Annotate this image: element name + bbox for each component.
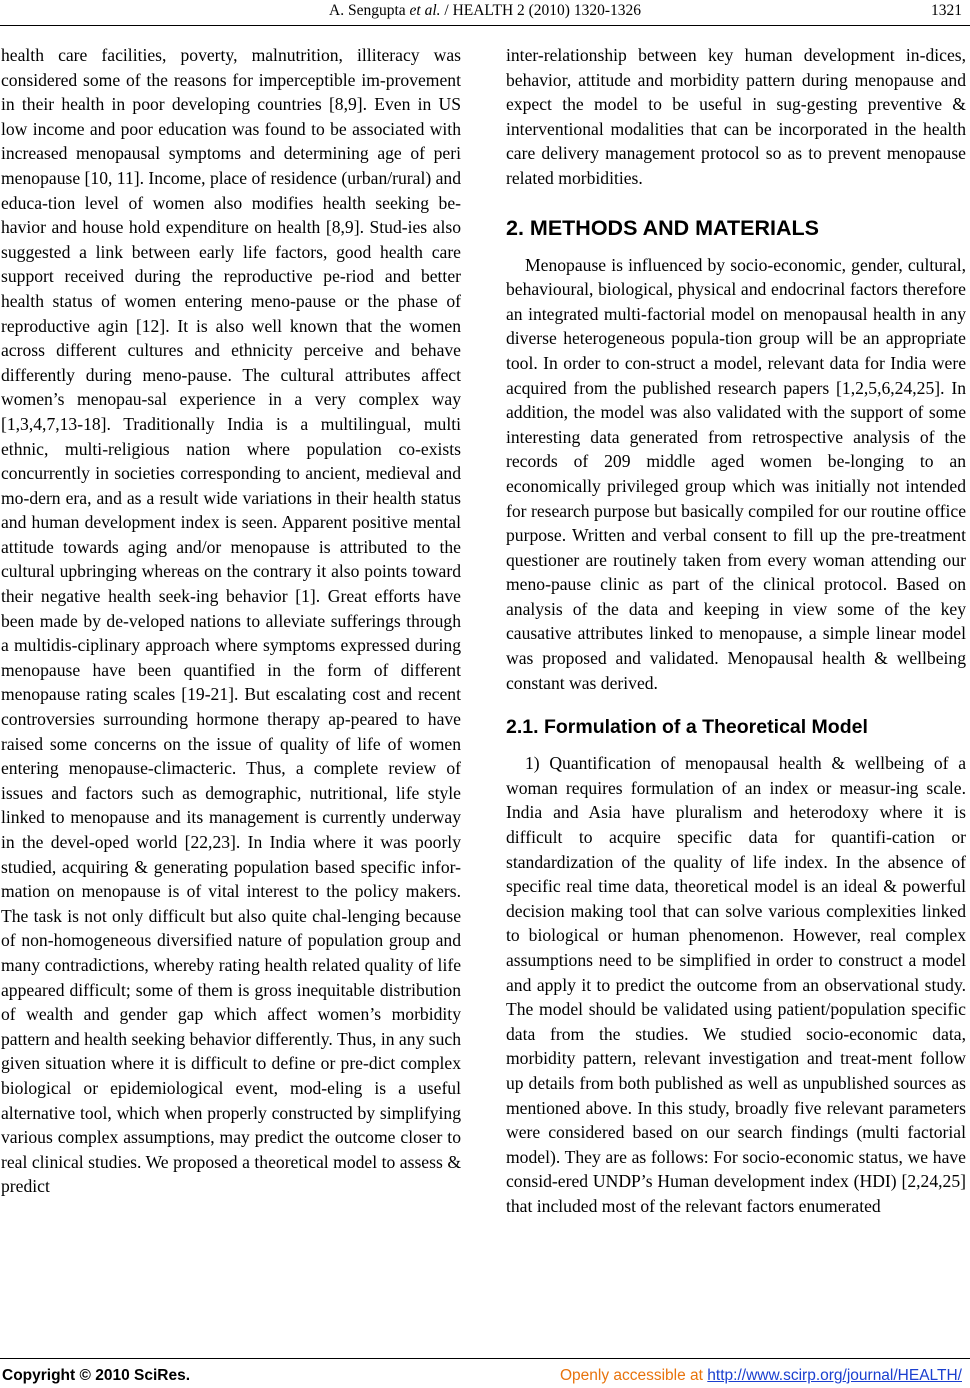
footer-rule (0, 1358, 970, 1359)
left-column (1, 43, 461, 1199)
methods-paragraph: Menopause is influenced by socio-economic, gender, cultural, behavioural, biological, physical and endocrinal factors therefore an integrated multi-factorial model on menopausal health in any diverse heterogeneous popula-tion group will be an appropriate tool. In order to con-struct a model, relevant data for India were acquired from the published research papers [1,2,5,6,24,25]. In addition, the model was also validated with the support of some interesting data generated from retrospective analysis of the records of 209 middle aged women be-longing to an economically privileged group which was initially not intended for research purpose but basically compiled for our routine office purpose. Written and verbal consent to fill up the pre-treatment questioner are routinely taken from every woman attending our meno-pause clinic as part of the clinical protocol. Based on analysis of the data and keeping in view some of the key causative attributes linked to menopause, a simple linear model was proposed and validated. Menopausal health & wellbeing constant was derived. (506, 254, 966, 693)
header-et-al: et al. (409, 2, 441, 19)
body-paragraph-continued: inter-relationship between key human development in-dices, behavior, attitude and morbidity pattern during menopause and expect the model to be useful in sug-gesting preventive & interventional modalities that can be incorporated in the health care delivery management protocol so as to prevent menopause related morbidities. (506, 45, 966, 188)
header-authors: A. Sengupta (329, 2, 406, 19)
page-number: 1321 (931, 2, 962, 19)
subsection-heading: 2.1. Formulation of a Theoretical Model (506, 716, 868, 739)
body-paragraph: health care facilities, poverty, malnutrition, illiteracy was considered some of the reasons for imperceptible im-provement in their health in poor developing countries [8,9]. Even in US low income and poor education was found to be associated with increased menopausal symptoms and determining age of peri menopause [10, 11]. Income, place of residence (urban/rural) and educa-tion level of women also modifies health seeking be-havior and house hold expenditure on health [8,9]. Stud-ies also suggested a link between early life factors, good health care support received during the reproductive pe-riod and better health status of women entering meno-pause or the phase of reproductive agin [12]. It is also well known that the women across different cultures and ethnicity perceive and behave differently during meno-pause. The cultural attributes affect women’s menopau-sal experience in a very complex way [1,3,4,7,13-18]. Traditionally India is a multilingual, multi ethnic, multi-religious nation where population co-exists concurrently in societies corresponding to ancient, medieval and mo-dern era, and as a result wide variations in their health status and human development index is seen. Apparent positive mental attitude towards aging and/or menopause is attributed to the cultural upbringing whereas on the contrary it also points toward their negative health seek-ing behavior [1]. Great efforts have been made by de-veloped nations to alleviate sufferings through a multidis-ciplinary approach where symptoms expressed during menopause have been quantified in the form of different menopause rating scales [19-21]. But escalating cost and recent controversies surrounding hormone therapy ap-peared to have raised some concerns on the issue of quality of life of women entering menopause-climacteric. Thus, a complete review of issues and factors such as demographic, nutritional, life style linked to menopause and its management is currently underway in the devel-oped world [22,23]. In India where it was poorly studied, acquiring & generating population based specific infor-mation on menopause is of vital interest to the policy makers. The task is not only difficult but also quite chal-lenging because of non-homogeneous diversified nature of population group and many contradictions, whereby rating health related quality of life appeared difficult; some of them is gross inequitable distribution of wealth and gender gap which affect women’s morbidity pattern and health seeking behavior differently. Thus, in any such given situation where it is difficult to define or pre-dict complex biological or epidemiological event, mod-eling is a useful alternative tool, which when properly constructed by simplifying various complex assumptions, may predict the outcome closer to real clinical studies. We proposed a theoretical model to assess & predict (1, 45, 462, 1197)
journal-link[interactable]: http://www.scirp.org/journal/HEALTH/ (707, 1367, 962, 1384)
running-header (0, 0, 970, 26)
open-access-label: Openly accessible at (559, 1367, 703, 1384)
page-footer (0, 1358, 970, 1388)
header-rule (0, 25, 970, 26)
right-column (506, 43, 966, 1219)
model-paragraph: 1) Quantification of menopausal health & wellbeing of a woman requires formulation of an index or measur-ing scale. India and Asia have pluralism and heterodoxy where it is difficult to acquire specific data for quantifi-cation or standardization of the quality of life index. In the absence of specific real time data, theoretical model is an ideal & powerful decision making tool that can solve various complexities linked to biological or human phenomenon. However, real complex assumptions need to be simplified in order to construct a model and apply it to predict the outcome from an observational study. The model should be validated using patient/population specific data from the studies. We studied socio-economic data, morbidity pattern, relevant investigation and treat-ment follow up details from both published as well as unpublished sources as mentioned above. In this study, broadly five relevant parameters were considered based on our search findings (multi factorial model). They are as follows: For socio-economic status, we have consid-ered UNDP’s Human development index (HDI) [2,24,25] that included most of the relevant factors enumerated (506, 753, 966, 1216)
section-heading: 2. METHODS AND MATERIALS (506, 215, 819, 240)
open-access-notice (560, 1367, 962, 1385)
copyright-notice: Copyright © 2010 SciRes. (2, 1367, 191, 1384)
running-title (0, 2, 970, 20)
header-journal: / HEALTH 2 (2010) 1320-1326 (444, 2, 641, 19)
